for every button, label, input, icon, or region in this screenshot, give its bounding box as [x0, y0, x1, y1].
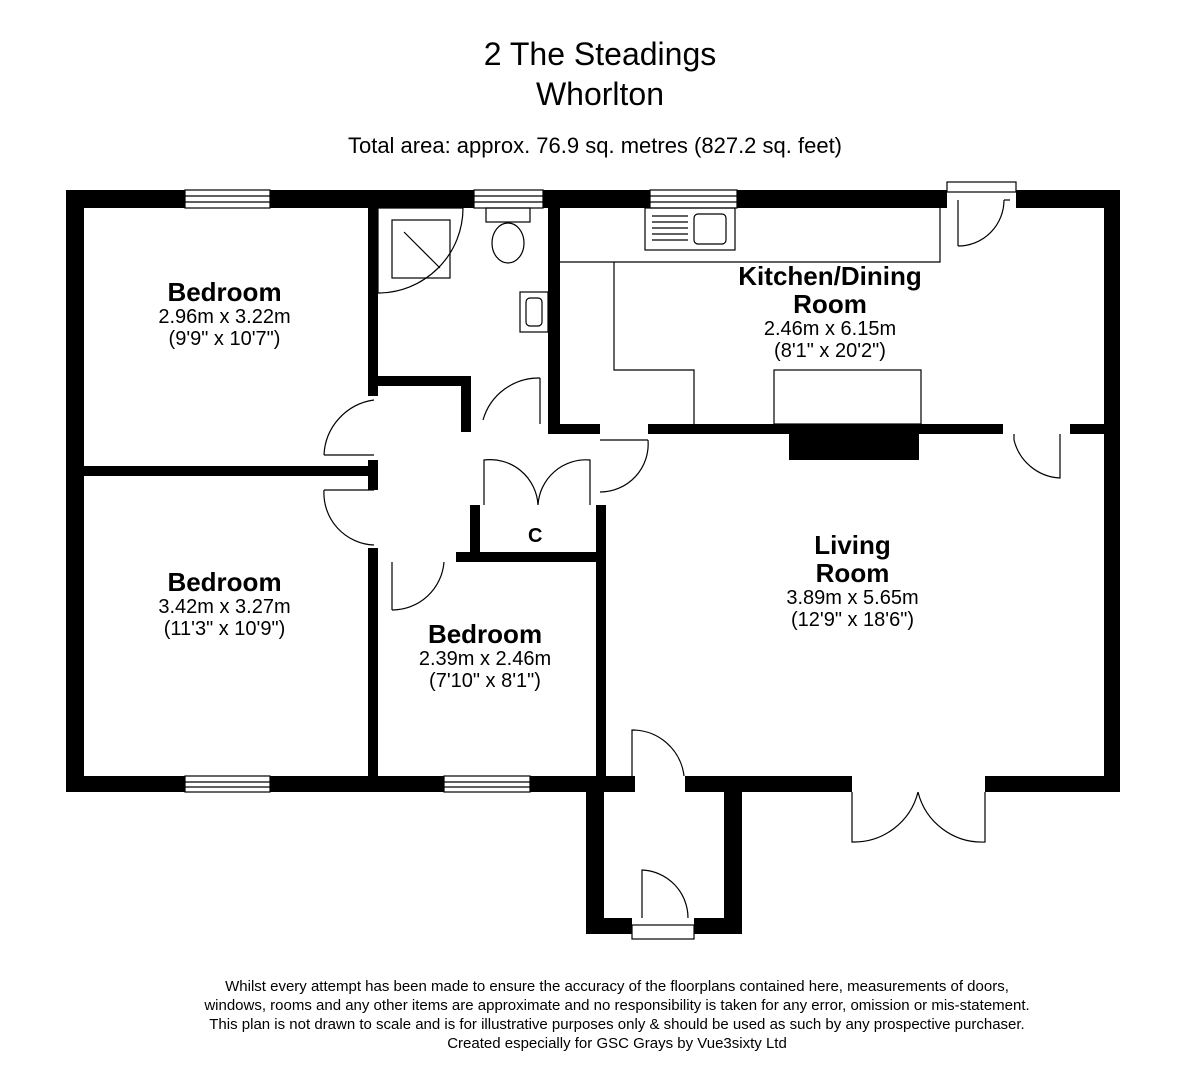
room-name: Bedroom — [167, 567, 282, 597]
wall-bath-kitchen — [548, 208, 560, 432]
wall-bed3-living — [596, 505, 606, 780]
room-imperial: (9'9" x 10'7") — [168, 328, 281, 350]
door-bed3 — [392, 562, 444, 610]
address-line-2: Whorlton — [535, 76, 665, 112]
wall-top-b — [543, 190, 650, 208]
disclaimer-line: Whilst every attempt has been made to ensure the accuracy of the floorplans contained here, measurements of doors, — [225, 978, 1009, 995]
wall-left — [66, 190, 84, 792]
wall-porch-bottom-b — [694, 918, 742, 934]
wall-bath-stub — [461, 376, 471, 432]
wash-basin — [520, 292, 548, 332]
wall-bath-floor — [368, 376, 471, 386]
wall-bottom-c — [530, 776, 635, 792]
wall-bottom-e — [985, 776, 1120, 792]
disclaimer-line: windows, rooms and any other items are approximate and no responsibility is taken for any error, omission or mis-statement. — [204, 997, 1030, 1014]
door-living — [600, 440, 648, 492]
disclaimer-line: Created especially for GSC Grays by Vue3sixty Ltd — [447, 1035, 787, 1052]
room-imperial: (12'9" x 18'6") — [790, 609, 914, 631]
disclaimer — [140, 977, 1094, 1053]
total-area: Total area: approx. 76.9 sq. metres (827.2 sq. feet) — [347, 133, 843, 158]
shower-tray — [378, 208, 463, 293]
door-kitchen-back — [947, 182, 1016, 246]
wall-top-c — [737, 190, 947, 208]
kitchen-sink — [645, 208, 735, 250]
wall-porch-right — [724, 776, 742, 934]
room-bedroom-1 — [112, 278, 337, 350]
door-bath — [483, 376, 540, 432]
room-metric: 2.39m x 2.46m — [418, 648, 552, 670]
door-porch-outer — [632, 870, 694, 939]
wall-top-a — [270, 190, 474, 208]
room-kitchen-dining — [700, 262, 960, 362]
room-metric: 3.89m x 5.65m — [786, 587, 919, 609]
wall-bottom-b — [270, 776, 444, 792]
room-bedroom-2 — [112, 568, 337, 640]
room-metric: 3.42m x 3.27m — [158, 596, 291, 618]
wall-porch-left — [586, 776, 604, 934]
door-bed2 — [324, 490, 374, 545]
french-doors-living — [852, 792, 985, 842]
kitchen-unit — [774, 370, 921, 424]
room-imperial: (7'10" x 8'1") — [429, 670, 541, 692]
door-porch-inner — [632, 730, 684, 776]
room-name-line2: Room — [793, 289, 867, 319]
window-bed2 — [185, 776, 270, 792]
wall-bed1-bath — [368, 208, 378, 396]
wall-kitchen-living-a — [548, 424, 600, 434]
room-name: Kitchen/Dining — [738, 261, 922, 291]
room-name: Bedroom — [167, 277, 282, 307]
room-imperial: (8'1" x 20'2") — [774, 340, 886, 362]
wall-cupboard-left — [470, 505, 480, 560]
room-imperial: (11'3" x 10'9") — [163, 618, 286, 640]
room-name-line2: Room — [815, 558, 890, 588]
wall-bed2-bed3 — [368, 548, 378, 780]
door-bed1 — [320, 396, 374, 455]
wall-bed1-bed2 — [84, 466, 374, 476]
room-name: Bedroom — [427, 619, 543, 649]
room-metric: 2.96m x 3.22m — [158, 306, 291, 328]
room-metric: 2.46m x 6.15m — [763, 318, 897, 340]
toilet — [486, 208, 530, 263]
door-cupboard — [484, 460, 590, 505]
door-kitchen-side — [1014, 434, 1060, 478]
wall-right — [1104, 190, 1120, 792]
address-line-1: 2 The Steadings — [483, 36, 717, 72]
disclaimer-line: This plan is not drawn to scale and is for illustrative purposes only & should be used as such by any prospective purchaser. — [209, 1016, 1025, 1033]
room-living — [735, 531, 970, 631]
wall-kitchen-living-c — [1070, 424, 1110, 434]
wall-bottom-d — [685, 776, 852, 792]
window-bath — [474, 190, 543, 208]
wall-bed1-bath-low — [368, 460, 378, 490]
room-bedroom-3 — [378, 620, 592, 692]
wall-bottom-a — [66, 776, 185, 792]
window-kitchen — [650, 190, 737, 208]
cupboard-label: C — [528, 525, 543, 547]
room-name: Living — [814, 530, 891, 560]
window-bed3 — [444, 776, 530, 792]
window-bed1 — [185, 190, 270, 208]
wall-porch-bottom-a — [586, 918, 632, 934]
chimney — [789, 424, 919, 460]
